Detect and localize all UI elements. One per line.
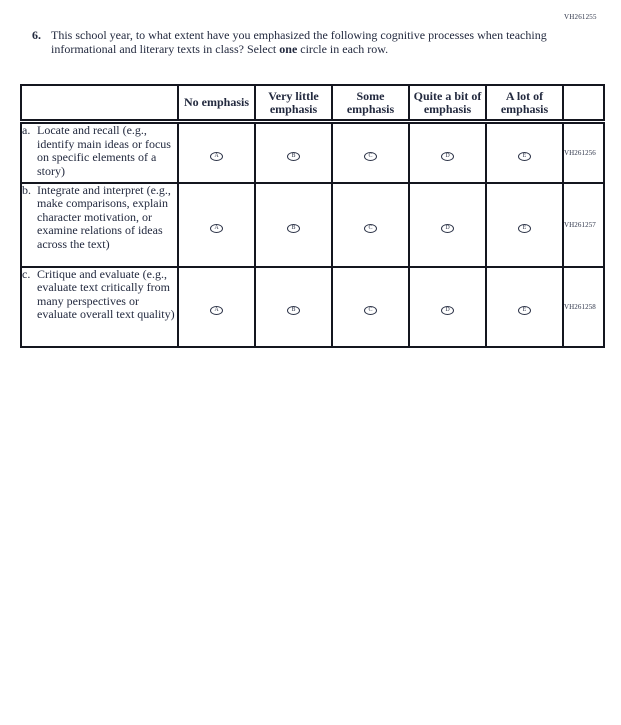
row-a-option-cell-a-lot — [486, 122, 563, 183]
response-oval-a-a-lot[interactable]: E — [518, 152, 531, 161]
row-a-text: Locate and recall (e.g., identify main ideas or focus on specific elements of a story) — [37, 123, 171, 178]
response-oval-a-quite-a-bit[interactable]: D — [441, 152, 454, 161]
response-matrix-table — [20, 84, 605, 348]
header-row — [21, 85, 604, 122]
row-b-option-cell-some — [332, 183, 409, 267]
column-header-quite-a-bit-of-emphasis: Quite a bit of emphasis — [409, 85, 486, 122]
row-a-option-cell-no-emphasis — [178, 122, 255, 183]
column-header-a-lot-of-emphasis: A lot of emphasis — [486, 85, 563, 122]
response-oval-b-some[interactable]: C — [364, 224, 377, 233]
row-c-description-cell — [21, 267, 178, 347]
row-a-option-cell-some — [332, 122, 409, 183]
question-block — [32, 28, 548, 56]
response-oval-b-a-lot[interactable]: E — [518, 224, 531, 233]
row-c-option-cell-quite-a-bit — [409, 267, 486, 347]
response-oval-c-some[interactable]: C — [364, 306, 377, 315]
question-number: 6. — [32, 28, 41, 42]
response-oval-c-very-little[interactable]: B — [287, 306, 300, 315]
row-c-option-cell-very-little — [255, 267, 332, 347]
row-b-option-cell-no-emphasis — [178, 183, 255, 267]
response-oval-c-quite-a-bit[interactable]: D — [441, 306, 454, 315]
form-code-top-right: VH261255 — [564, 13, 597, 21]
row-b-option-cell-quite-a-bit — [409, 183, 486, 267]
table-row-b — [21, 183, 604, 267]
question-text — [51, 28, 548, 56]
row-b-description-cell — [21, 183, 178, 267]
response-oval-a-very-little[interactable]: B — [287, 152, 300, 161]
header-empty-description — [21, 85, 178, 122]
row-a-description-cell — [21, 122, 178, 183]
header-empty-code — [563, 85, 604, 122]
row-c-letter: c. — [22, 266, 31, 281]
row-a-option-cell-quite-a-bit — [409, 122, 486, 183]
response-oval-b-very-little[interactable]: B — [287, 224, 300, 233]
table-row-a — [21, 122, 604, 183]
response-oval-b-no-emphasis[interactable]: A — [210, 224, 223, 233]
response-oval-b-quite-a-bit[interactable]: D — [441, 224, 454, 233]
row-c-option-cell-no-emphasis — [178, 267, 255, 347]
row-a-item-code: VH261256 — [563, 122, 604, 183]
row-b-item-code: VH261257 — [563, 183, 604, 267]
response-oval-c-no-emphasis[interactable]: A — [210, 306, 223, 315]
response-oval-a-no-emphasis[interactable]: A — [210, 152, 223, 161]
row-c-option-cell-a-lot — [486, 267, 563, 347]
row-c-text: Critique and evaluate (e.g., evaluate text critically from many perspectives or evaluate overall text quality) — [37, 266, 175, 321]
column-header-some-emphasis: Some emphasis — [332, 85, 409, 122]
table-row-c — [21, 267, 604, 347]
row-b-letter: b. — [22, 182, 31, 197]
row-a-letter: a. — [22, 123, 31, 137]
row-b-option-cell-very-little — [255, 183, 332, 267]
row-c-option-cell-some — [332, 267, 409, 347]
response-oval-a-some[interactable]: C — [364, 152, 377, 161]
response-oval-c-a-lot[interactable]: E — [518, 306, 531, 315]
row-b-text: Integrate and interpret (e.g., make comparisons, explain character motivation, or examine relations of ideas across the text) — [37, 182, 171, 251]
row-a-option-cell-very-little — [255, 122, 332, 183]
row-b-option-cell-a-lot — [486, 183, 563, 267]
row-c-item-code: VH261258 — [563, 267, 604, 347]
column-header-no-emphasis: No emphasis — [178, 85, 255, 122]
question-text-start: This school year, to what extent have you emphasized the following cognitive processes when teaching informational and literary texts in class? Select — [51, 28, 547, 56]
question-text-end: circle in each row. — [297, 42, 389, 56]
question-text-bold-word: one — [279, 42, 298, 56]
column-header-very-little-emphasis: Very little emphasis — [255, 85, 332, 122]
